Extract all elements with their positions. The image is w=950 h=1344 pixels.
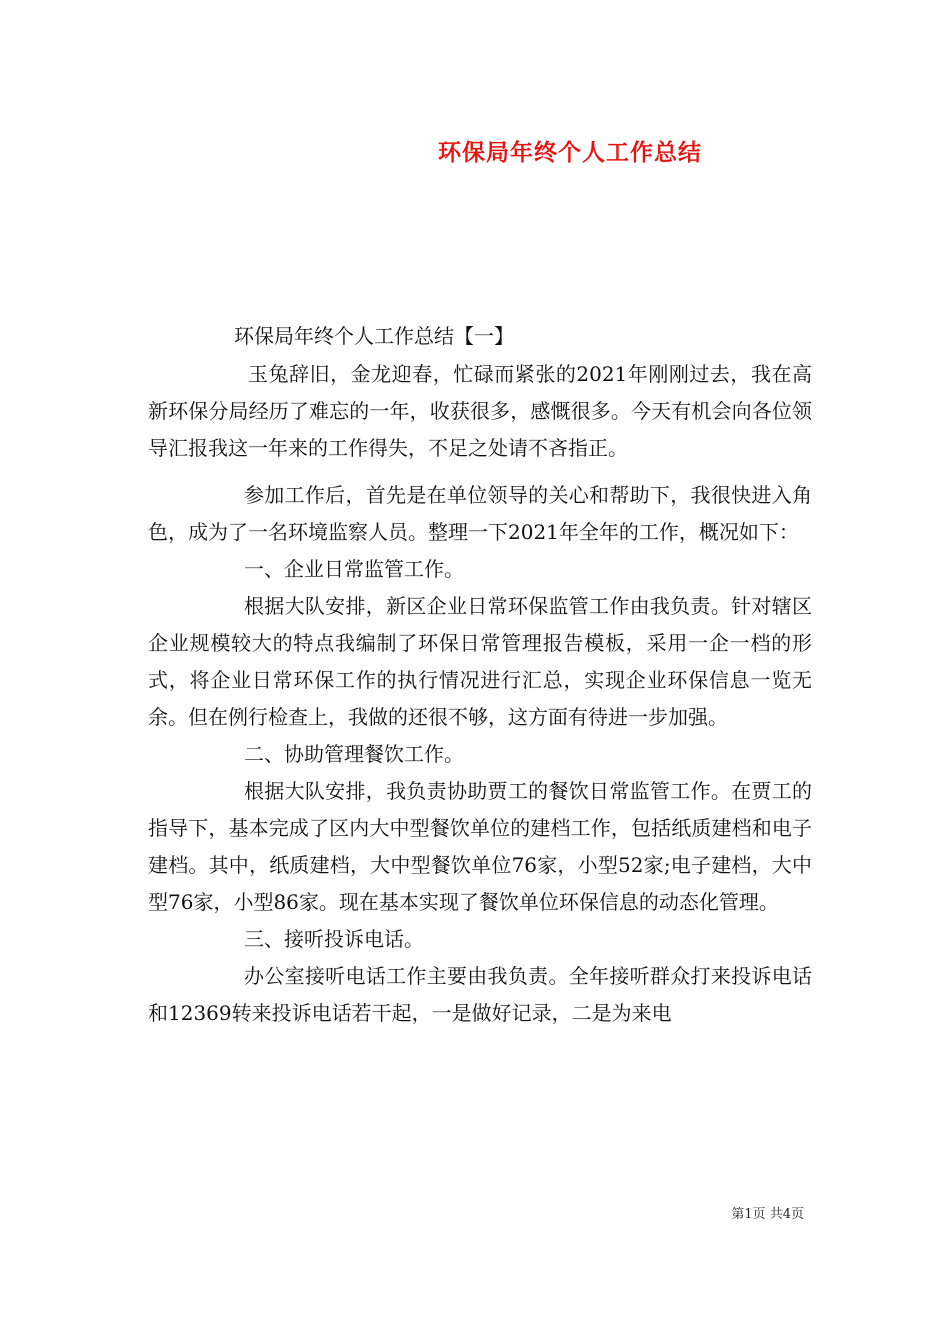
document-body	[148, 322, 812, 1032]
paragraph-catering-management: 根据大队安排，我负责协助贾工的餐饮日常监管工作。在贾工的指导下，基本完成了区内大中型餐饮单位的建档工作，包括纸质建档和电子建档。其中，纸质建档，大中型餐饮单位76家，小型52家;电子建档，大中型76家，小型86家。现在基本实现了餐饮单位环保信息的动态化管理。	[148, 779, 812, 914]
paragraph-overview: 参加工作后，首先是在单位领导的关心和帮助下，我很快进入角色，成为了一名环境监察人员。整理一下2021年全年的工作，概况如下：	[148, 483, 812, 544]
page-footer: 第1页 共4页	[731, 1207, 804, 1222]
page-title: 环保局年终个人工作总结	[438, 139, 702, 166]
paragraph-gap	[148, 467, 812, 477]
paragraph-complaint-calls: 办公室接听电话工作主要由我负责。全年接听群众打来投诉电话和12369转来投诉电话若干起，一是做好记录，二是为来电	[148, 964, 812, 1025]
section-subtitle: 环保局年终个人工作总结【一】	[234, 324, 514, 348]
heading-complaint-calls: 三、接听投诉电话。	[244, 927, 424, 951]
heading-catering-management: 二、协助管理餐饮工作。	[244, 742, 464, 766]
heading-enterprise-supervision: 一、企业日常监管工作。	[244, 557, 464, 581]
paragraph-enterprise-supervision: 根据大队安排，新区企业日常环保监管工作由我负责。针对辖区企业规模较大的特点我编制了环保日常管理报告模板，采用一企一档的形式，将企业日常环保工作的执行情况进行汇总，实现企业环保信息一览无余。但在例行检查上，我做的还很不够，这方面有待进一步加强。	[148, 594, 812, 729]
paragraph-intro: 玉兔辞旧，金龙迎春，忙碌而紧张的2021年刚刚过去，我在高新环保分局经历了难忘的一年，收获很多，感慨很多。今天有机会向各位领导汇报我这一年来的工作得失，不足之处请不吝指正。	[148, 362, 812, 460]
